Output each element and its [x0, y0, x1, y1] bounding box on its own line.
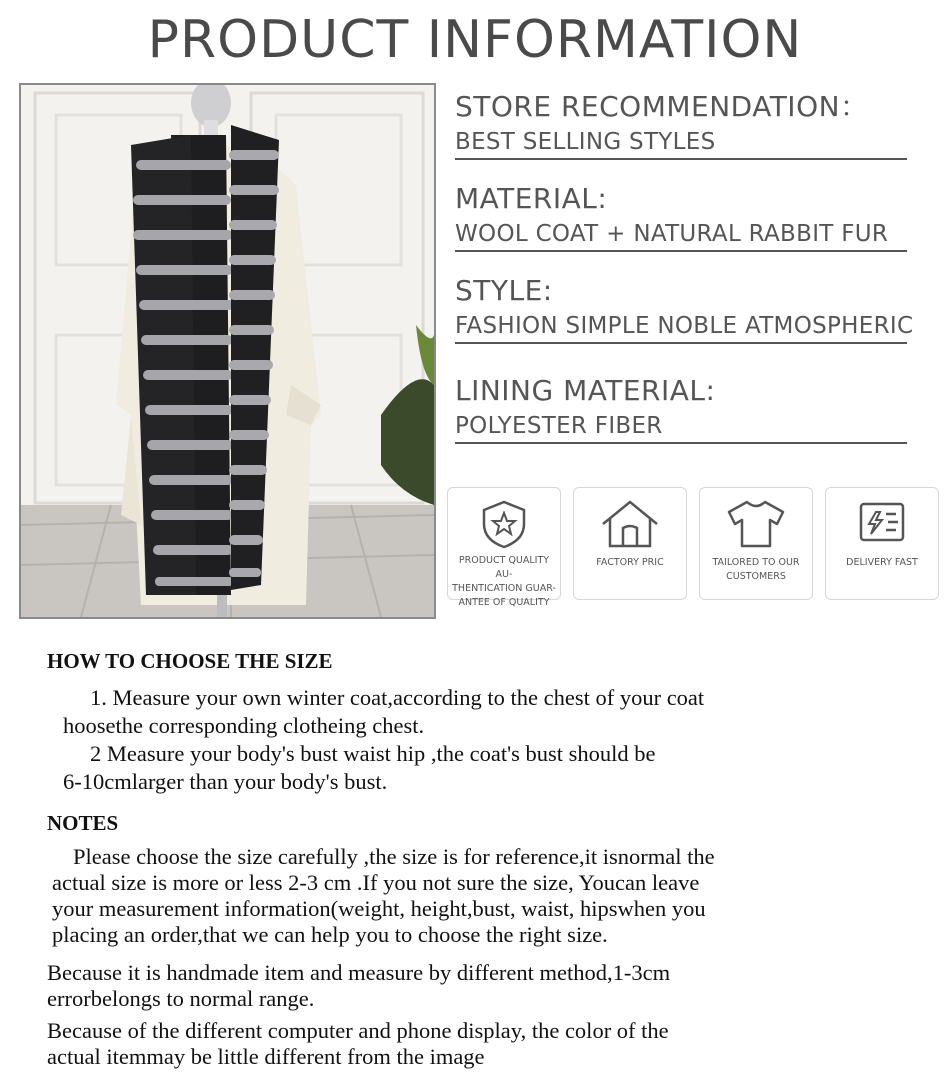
notes-line: errorbelongs to normal range. [47, 986, 315, 1011]
spec-label: STYLE: [455, 274, 553, 307]
spec-material [455, 180, 915, 252]
notes-heading: NOTES [47, 811, 119, 835]
product-photo [19, 83, 436, 619]
notes-line: Because of the different computer and phone display, the color of the [47, 1018, 669, 1043]
house-icon [599, 498, 661, 550]
size-guide-line: 1. Measure your own winter coat,according to the chest of your coat [90, 685, 705, 710]
spec-label: LINING MATERIAL: [455, 374, 716, 407]
notes-line: actual size is more or less 2-3 cm .If you not sure the size, Youcan leave [52, 870, 700, 895]
size-guide-line: 2 Measure your body's bust waist hip ,the coat's bust should be [90, 741, 656, 766]
fast-delivery-icon [856, 498, 908, 550]
spec-value: WOOL COAT + NATURAL RABBIT FUR [455, 218, 907, 252]
spec-list [455, 88, 915, 464]
coat-mannequin-illustration [21, 85, 434, 617]
notes-line: Because it is handmade item and measure by different method,1-3cm [47, 960, 671, 985]
notes-line: your measurement information(weight, height,bust, waist, hipswhen you [52, 896, 706, 921]
badge-factory-price: FACTORY PRIC [573, 487, 687, 600]
badge-delivery: DELIVERY FAST [825, 487, 939, 600]
feature-badges [447, 487, 942, 608]
notes-line: placing an order,that we can help you to choose the right size. [52, 922, 608, 947]
spec-value: FASHION SIMPLE NOBLE ATMOSPHERIC [455, 310, 907, 344]
shield-star-icon [478, 498, 530, 550]
size-guide-line: hoosethe corresponding clotheing chest. [63, 713, 425, 738]
spec-lining-material [455, 372, 915, 444]
page-title: PRODUCT INFORMATION [147, 10, 803, 70]
spec-value: POLYESTER FIBER [455, 410, 907, 444]
spec-style [455, 272, 915, 344]
badge-tailored: TAILORED TO OUR CUSTOMERS [699, 487, 813, 600]
notes-line: actual itemmay be little different from the image [47, 1044, 485, 1069]
size-guide-heading: HOW TO CHOOSE THE SIZE [47, 649, 333, 673]
badge-quality: PRODUCT QUALITY AU- THENTICATION GUAR- ANTEE OF QUALITY [447, 487, 561, 600]
spec-label: MATERIAL: [455, 182, 608, 215]
size-guide-line: 6-10cmlarger than your body's bust. [63, 769, 388, 794]
spec-label: STORE RECOMMENDATION： [455, 90, 869, 123]
spec-value: BEST SELLING STYLES [455, 126, 907, 160]
tshirt-icon [725, 498, 787, 550]
notes-line: Please choose the size carefully ,the size is for reference,it isnormal the [73, 844, 715, 869]
spec-store-recommendation [455, 88, 915, 160]
